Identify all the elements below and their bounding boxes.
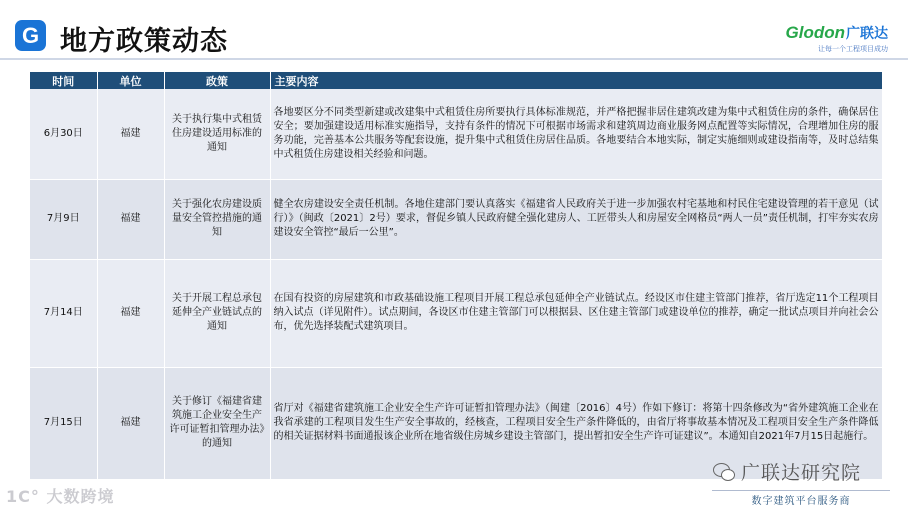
column-header-date: 时间 [30,72,97,89]
row-date: 7月9日 [30,179,97,259]
row-unit: 福建 [97,179,164,259]
brand-slogan: 让每一个工程项目成功 [818,45,888,53]
table-row [30,179,882,259]
row-unit: 福建 [97,259,164,367]
row-date: 7月15日 [30,367,97,479]
wechat-account-name: 广联达研究院 [741,462,862,484]
row-policy: 关于执行集中式租赁住房建设适用标准的通知 [164,89,270,179]
header-divider [0,58,908,60]
footer-tagline: 数字建筑平台服务商 [712,490,890,506]
row-unit: 福建 [97,367,164,479]
column-header-policy: 政策 [164,72,270,89]
row-policy: 关于修订《福建省建筑施工企业安全生产许可证暂扣管理办法》的通知 [164,367,270,479]
wechat-account [713,458,861,485]
row-date: 6月30日 [30,89,97,179]
brand-logo [786,23,888,54]
row-policy: 关于强化农房建设质量安全管控措施的通知 [164,179,270,259]
page-title: 地方政策动态 [60,26,228,57]
row-content: 各地要区分不同类型新建或改建集中式租赁住房所要执行具体标准规范，并严格把握非居住建筑改建为集中式租赁住房的条件，确保居住安全；要加强建设适用标准实施指导，支持有条件的情况下可根据市场需求和建筑周边商业服务网点配置等实际情况，合理增加住房的服务功能，完善基本公共服务等配套设施，提升集中式租赁住房居住品质。各地要结合本地实际，制定实施细则或建设指南等，及时总结集中式租赁住房建设相关经验和问题。 [270,89,882,179]
wechat-icon [713,463,735,481]
policy-table [30,72,883,480]
row-content: 健全农房建设安全责任机制。各地住建部门要认真落实《福建省人民政府关于进一步加强农村宅基地和村民住宅建设管理的若干意见（试行）》（闽政〔2021〕2号）要求，督促乡镇人民政府健全强化建房人、工匠带头人和房屋安全网格员“两人一员”责任机制，打牢夯实农房建设安全管控“最后一公里”。 [270,179,882,259]
table-header-row [30,72,882,89]
row-date: 7月14日 [30,259,97,367]
glodon-logo-icon: G [15,20,46,51]
row-content: 省厅对《福建省建筑施工企业安全生产许可证暂扣管理办法》（闽建〔2016〕4号）作如下修订：将第十四条修改为“省外建筑施工企业在我省承建的工程项目发生生产安全事故的，经核查，工程项目安全生产条件降低的，由省厅将事故基本情况及工程项目安全生产条件降低的相关证据材料书面通报该企业所在地省级住房城乡建设主管部门，提出暂扣安全生产许可证建议”。本通知自2021年7月15日起施行。 [270,367,882,479]
brand-name-cn: 广联达 [846,25,888,41]
brand-name: Glodon广联达 [785,23,888,42]
table-row [30,259,882,367]
table-row [30,89,882,179]
watermark-text: 1C° 大数跨境 [6,487,115,506]
column-header-content: 主要内容 [270,72,882,89]
row-policy: 关于开展工程总承包延伸全产业链试点的通知 [164,259,270,367]
column-header-unit: 单位 [97,72,164,89]
row-content: 在国有投资的房屋建筑和市政基础设施工程项目开展工程总承包延伸全产业链试点。经设区市住建主管部门推荐，省厅选定11个工程项目纳入试点（详见附件）。试点期间，各设区市住建主管部门可以根据县、区住建主管部门或建设单位的推荐，确定一批试点项目并向社会公布，优先选择装配式建筑项目。 [270,259,882,367]
slide-header [0,0,908,64]
row-unit: 福建 [97,89,164,179]
